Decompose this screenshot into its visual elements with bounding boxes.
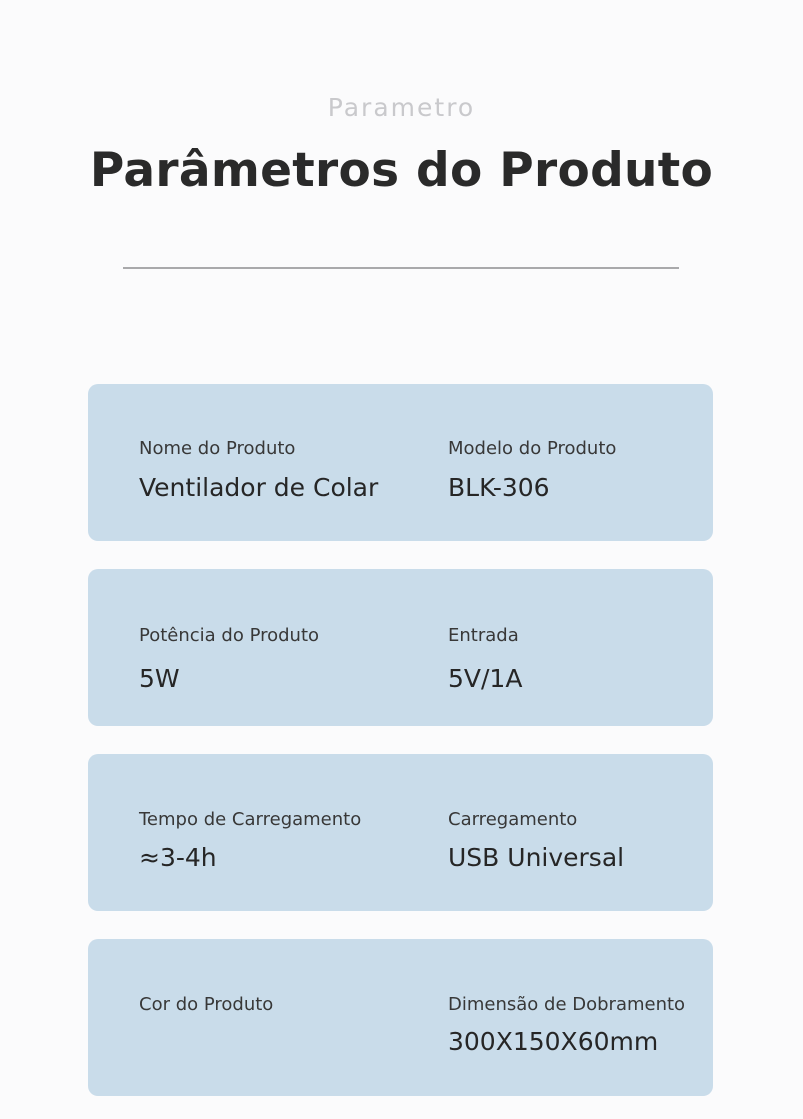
spec-card: [88, 939, 713, 1096]
spec-label: Entrada: [448, 625, 519, 646]
spec-cell: [448, 384, 698, 541]
divider: [123, 267, 679, 269]
spec-label: Carregamento: [448, 809, 578, 830]
spec-cell: [139, 569, 429, 726]
section-subtitle: Parametro: [327, 93, 476, 122]
spec-label: Nome do Produto: [139, 438, 296, 459]
spec-label: Cor do Produto: [139, 994, 274, 1015]
spec-label: Tempo de Carregamento: [139, 809, 362, 830]
spec-label: Potência do Produto: [139, 625, 320, 646]
spec-value: ≈3-4h: [139, 843, 217, 872]
spec-label: Modelo do Produto: [448, 438, 617, 459]
spec-cell: [139, 754, 429, 911]
spec-label: Dimensão de Dobramento: [448, 994, 686, 1015]
spec-value: 5V/1A: [448, 664, 523, 693]
page-title: Parâmetros do Produto: [89, 143, 714, 198]
spec-cell: [448, 754, 698, 911]
spec-value: Ventilador de Colar: [139, 473, 379, 502]
spec-cell: [139, 384, 429, 541]
spec-cell: [448, 569, 698, 726]
spec-value: 300X150X60mm: [448, 1027, 659, 1056]
spec-cell: [448, 939, 698, 1096]
spec-value: BLK-306: [448, 473, 550, 502]
spec-card: [88, 384, 713, 541]
spec-value: 5W: [139, 664, 180, 693]
spec-cell: [139, 939, 429, 1096]
spec-card: [88, 754, 713, 911]
spec-card: [88, 569, 713, 726]
spec-value: USB Universal: [448, 843, 625, 872]
